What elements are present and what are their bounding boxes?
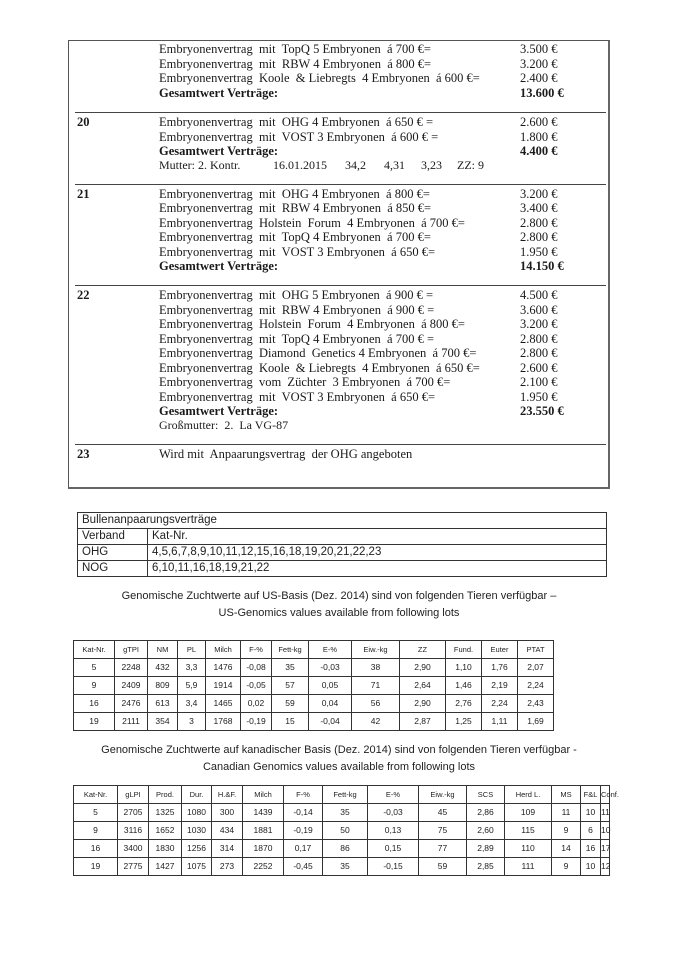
column-header: Verband [78, 529, 148, 545]
total-line: Gesamtwert Verträge: 14.150 € [159, 259, 564, 273]
total-line: Gesamtwert Verträge: 4.400 € [159, 144, 558, 158]
table-title: Bullenanpaarungsverträge [78, 513, 607, 529]
contract-line: Embryonenvertrag mit OHG 5 Embryonen á 900 € = 4.500 € [159, 288, 558, 302]
contract-line: Embryonenvertrag mit TopQ 5 Embryonen á 700 €= 3.500 € [159, 42, 558, 56]
table-row: 16 3400 1830 1256 314 1870 0,17 86 0,15 77 2,89 110 14 16 17 [74, 840, 610, 858]
contract-line: Embryonenvertrag mit TopQ 4 Embryonen á 700 € = 2.800 € [159, 332, 558, 346]
contract-line: Embryonenvertrag mit RBW 4 Embryonen á 900 € = 3.600 € [159, 303, 558, 317]
grandmother-note: Großmutter: 2. La VG-87 [159, 418, 289, 432]
section-divider [75, 285, 606, 286]
contract-line: Embryonenvertrag Koole & Liebregts 4 Embryonen á 650 €= 2.600 € [159, 361, 558, 375]
lot-contracts-frame [68, 40, 610, 489]
lot-23-text: Wird mit Anpaarungsvertrag der OHG angeboten [159, 447, 413, 461]
table-header-row: Kat-Nr. gLPI Prod. Dur. H.&F. Milch F-% Fett-kg E-% Eiw.-kg SCS Herd L. MS F&L Conf. [74, 786, 610, 804]
lot-number: 20 [77, 115, 90, 129]
total-line: Gesamtwert Verträge: 13.600 € [159, 86, 564, 100]
contract-line: Embryonenvertrag mit VOST 3 Embryonen á 650 €= 1.950 € [159, 390, 558, 404]
us-genomics-table [73, 640, 554, 731]
lot-number: 23 [77, 447, 90, 461]
contract-line: Embryonenvertrag mit OHG 4 Embryonen á 800 €= 3.200 € [159, 187, 558, 201]
bull-mating-table [77, 512, 607, 577]
lot-number: 21 [77, 187, 90, 201]
section-divider [75, 444, 606, 445]
contract-line: Embryonenvertrag Diamond Genetics 4 Embryonen á 700 €= 2.800 € [159, 346, 558, 360]
table-row: 5 2248 432 3,3 1476 -0,08 35 -0,03 38 2,90 1,10 1,76 2,07 [74, 659, 554, 677]
contract-line: Embryonenvertrag Holstein Forum 4 Embryonen á 800 €= 3.200 € [159, 317, 558, 331]
section-divider [75, 184, 606, 185]
column-header: Kat-Nr. [148, 529, 607, 545]
lot-number: 22 [77, 288, 90, 302]
table-header-row [78, 529, 607, 545]
table-row: 9 3116 1652 1030 434 1881 -0,19 50 0,13 75 2,60 115 9 6 10 [74, 822, 610, 840]
canadian-genomics-table [73, 785, 619, 876]
total-line: Gesamtwert Verträge: 23.550 € [159, 404, 564, 418]
table-row: 9 2409 809 5,9 1914 -0,05 57 0,05 71 2,64 1,46 2,19 2,24 [74, 677, 554, 695]
table-row: 19 2775 1427 1075 273 2252 -0,45 35 -0,15 59 2,85 111 9 10 12 [74, 858, 610, 876]
table-row: 16 2476 613 3,4 1465 0,02 59 0,04 56 2,90 2,76 2,24 2,43 [74, 695, 554, 713]
contract-line: Embryonenvertrag mit TopQ 4 Embryonen á 700 €= 2.800 € [159, 230, 558, 244]
contract-line: Embryonenvertrag mit VOST 3 Embryonen á 650 €= 1.950 € [159, 245, 558, 259]
contract-line: Embryonenvertrag Holstein Forum 4 Embryonen á 700 €= 2.800 € [159, 216, 558, 230]
table-title-row [78, 513, 607, 529]
table-row: OHG 4,5,6,7,8,9,10,11,12,15,16,18,19,20,21,22,23 [78, 545, 607, 561]
mother-note: Mutter: 2. Kontr. 16.01.2015 34,2 4,31 3,23 ZZ: 9 [159, 158, 484, 172]
contract-line: Embryonenvertrag mit RBW 4 Embryonen á 800 €= 3.200 € [159, 57, 558, 71]
table-row: 5 2705 1325 1080 300 1439 -0,14 35 -0,03 45 2,86 109 11 10 11 [74, 804, 610, 822]
contract-line: Embryonenvertrag Koole & Liebregts 4 Embryonen á 600 €= 2.400 € [159, 71, 558, 85]
us-genomics-caption: Genomische Zuchtwerte auf US-Basis (Dez. 2014) sind von folgenden Tieren verfügbar – US-Genomics values available from following lots [121, 590, 557, 619]
contract-line: Embryonenvertrag mit OHG 4 Embryonen á 650 € = 2.600 € [159, 115, 558, 129]
section-divider [75, 112, 606, 113]
contract-line: Embryonenvertrag mit RBW 4 Embryonen á 850 €= 3.400 € [159, 201, 558, 215]
table-row: NOG 6,10,11,16,18,19,21,22 [78, 561, 607, 577]
table-header-row: Kat-Nr. gTPI NM PL Milch F-% Fett-kg E-% Eiw.-kg ZZ Fund. Euter PTAT [74, 641, 554, 659]
contract-line: Embryonenvertrag mit VOST 3 Embryonen á 600 € = 1.800 € [159, 130, 558, 144]
contract-line: Embryonenvertrag vom Züchter 3 Embryonen á 700 €= 2.100 € [159, 375, 558, 389]
table-row: 19 2111 354 3 1768 -0,19 15 -0,04 42 2,87 1,25 1,11 1,69 [74, 713, 554, 731]
canadian-genomics-caption: Genomische Zuchtwerte auf kanadischer Basis (Dez. 2014) sind von folgenden Tieren verfügbar - Canadian Genomics values available from following lots [101, 744, 577, 773]
